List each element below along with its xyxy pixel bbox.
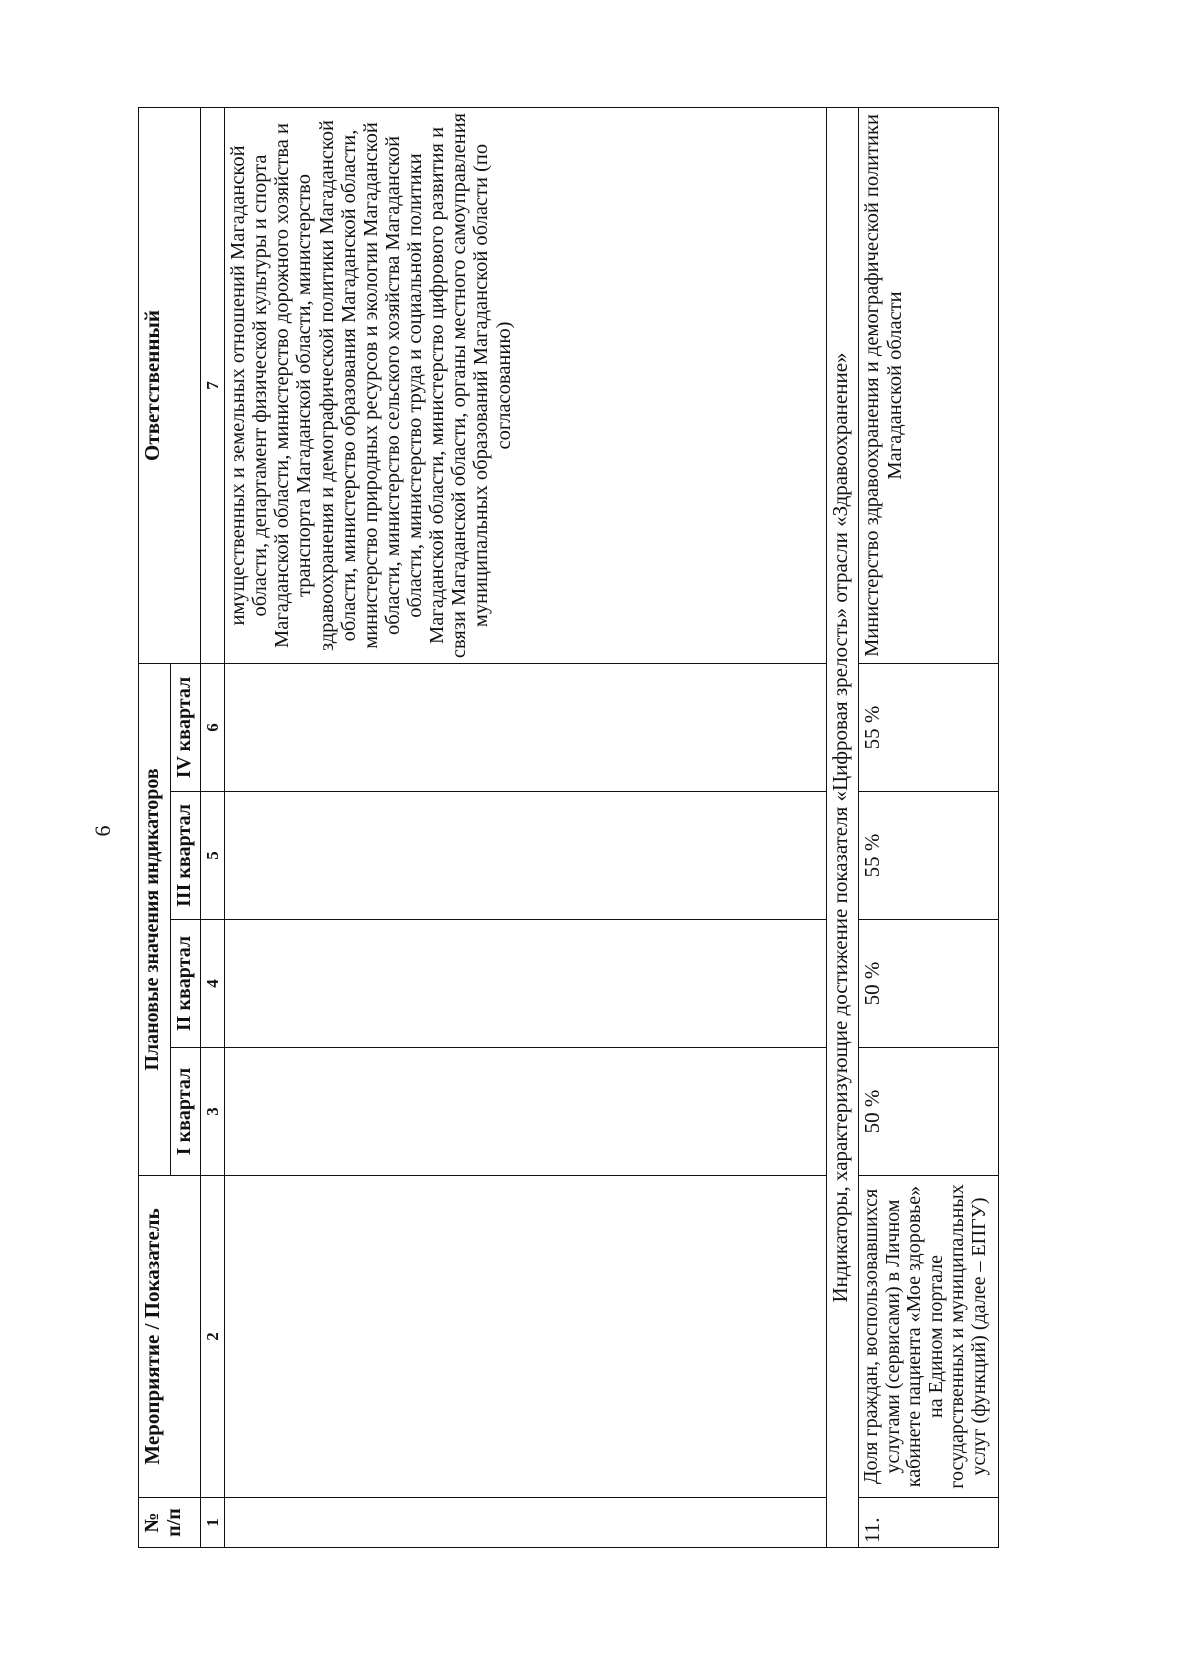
numbering-row [201, 107, 225, 1547]
col-number-4: 4 [201, 920, 225, 1048]
continued-q4-cell [225, 663, 827, 791]
section-row [827, 107, 859, 1547]
continued-q3-cell [225, 792, 827, 920]
header-responsible: Ответственный [139, 107, 201, 663]
indicator-name: Доля граждан, воспользовавшихся услугами (сервисами) в Личном кабинете пациента «Мое здоровье» на Едином портале государственных и муниципальных услуг (функций) (далее – ЕПГУ) [859, 1176, 999, 1498]
indicator-responsible: Министерство здравоохранения и демографической политики Магаданской области [859, 107, 999, 663]
header-row-1 [139, 107, 171, 1547]
indicator-q1-value: 50 % [859, 1048, 999, 1176]
indicator-q3-value: 55 % [859, 792, 999, 920]
continued-index-cell [225, 1498, 827, 1548]
continued-q2-cell [225, 920, 827, 1048]
indicator-index: 11. [859, 1498, 999, 1548]
indicator-q2-value: 50 % [859, 920, 999, 1048]
continued-q1-cell [225, 1048, 827, 1176]
col-number-1: 1 [201, 1498, 225, 1548]
header-q2: II квартал [171, 920, 201, 1048]
section-title: Индикаторы, характеризующие достижение показателя «Цифровая зрелость» отрасли «Здравоохранение» [827, 107, 859, 1547]
continued-measure-cell [225, 1176, 827, 1498]
header-measure: Мероприятие / Показатель [139, 1176, 201, 1498]
continued-row [225, 107, 827, 1547]
indicator-q4-value: 55 % [859, 663, 999, 791]
page-number: 6 [90, 825, 115, 837]
indicators-table [138, 107, 999, 1548]
header-number: № п/п [139, 1498, 201, 1548]
col-number-3: 3 [201, 1048, 225, 1176]
col-number-5: 5 [201, 792, 225, 920]
indicator-row [859, 107, 999, 1547]
col-number-6: 6 [201, 663, 225, 791]
continued-responsible: имущественных и земельных отношений Магаданской области, департамент физической культуры и спорта Магаданской области, министерство дорожного хозяйства и транспорта Магаданской области, министерство здравоохранения и демографической политики Магаданской области, министерство образования Магаданской области, министерство природных ресурсов и экологии Магаданской области, министерство сельского хозяйства Магаданской области, министерство труда и социальной политики Магаданской области, министерство цифрового развития и связи Магаданской области, органы местного самоуправления муниципальных образований Магаданской области (по согласованию) [225, 107, 827, 663]
header-planned-values: Плановые значения индикаторов [139, 663, 171, 1175]
col-number-2: 2 [201, 1176, 225, 1498]
rotated-table-wrapper [138, 108, 998, 1548]
header-q1: I квартал [171, 1048, 201, 1176]
header-q4: IV квартал [171, 663, 201, 791]
col-number-7: 7 [201, 107, 225, 663]
header-q3: III квартал [171, 792, 201, 920]
